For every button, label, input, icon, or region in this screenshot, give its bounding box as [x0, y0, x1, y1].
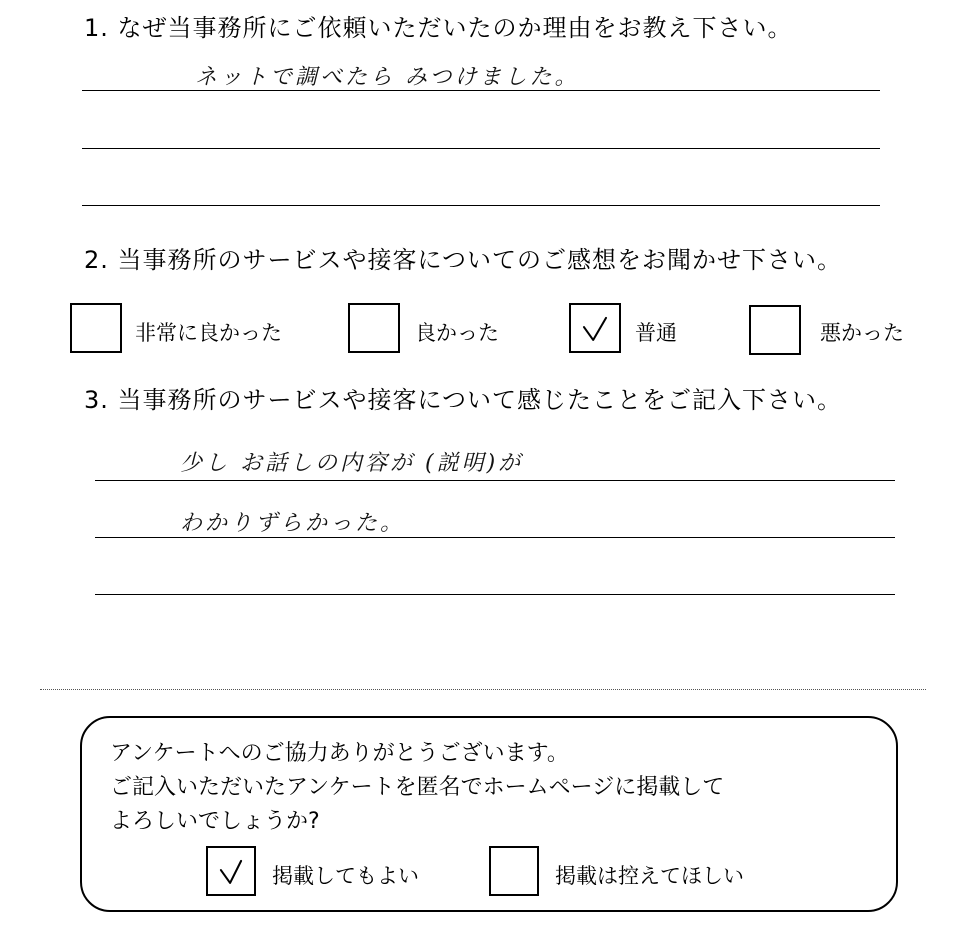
answer-rule: [82, 90, 880, 91]
rating-checkbox-normal[interactable]: [569, 303, 621, 353]
check-mark-icon: [208, 848, 254, 894]
check-mark-icon: [571, 305, 619, 351]
question-1-answer-line-1[interactable]: ネットで調べたら みつけました。: [195, 65, 580, 90]
consent-thanks-text: アンケートへのご協力ありがとうございます。: [110, 741, 569, 766]
rating-label-good: 良かった: [415, 321, 499, 345]
answer-rule: [95, 480, 895, 481]
rating-checkbox-bad[interactable]: [749, 305, 801, 355]
rating-label-very-good: 非常に良かった: [135, 321, 282, 345]
answer-rule: [82, 205, 880, 206]
rating-checkbox-good[interactable]: [348, 303, 400, 353]
rating-label-normal: 普通: [635, 321, 677, 345]
answer-rule: [82, 148, 880, 149]
question-3-answer-line-2[interactable]: わかりずらかった。: [180, 511, 406, 536]
rating-checkbox-very-good[interactable]: [70, 303, 122, 353]
question-2-title: 2. 当事務所のサービスや接客についてのご感想をお聞かせ下さい。: [84, 246, 843, 274]
consent-question-text-1: ご記入いただいたアンケートを匿名でホームページに掲載して: [110, 775, 725, 800]
cut-line-divider: [40, 689, 926, 690]
consent-checkbox-decline[interactable]: [489, 846, 539, 896]
consent-checkbox-allow[interactable]: [206, 846, 256, 896]
consent-label-decline: 掲載は控えてほしい: [555, 864, 744, 888]
consent-question-text-2: よろしいでしょうか?: [110, 809, 320, 834]
consent-label-allow: 掲載してもよい: [272, 864, 419, 888]
question-3-answer-line-1[interactable]: 少し お話しの内容が (説明)が: [180, 451, 524, 476]
rating-label-bad: 悪かった: [820, 321, 904, 345]
question-1-title: 1. なぜ当事務所にご依頼いただいたのか理由をお教え下さい。: [84, 14, 793, 42]
answer-rule: [95, 594, 895, 595]
answer-rule: [95, 537, 895, 538]
question-3-title: 3. 当事務所のサービスや接客について感じたことをご記入下さい。: [84, 386, 843, 414]
